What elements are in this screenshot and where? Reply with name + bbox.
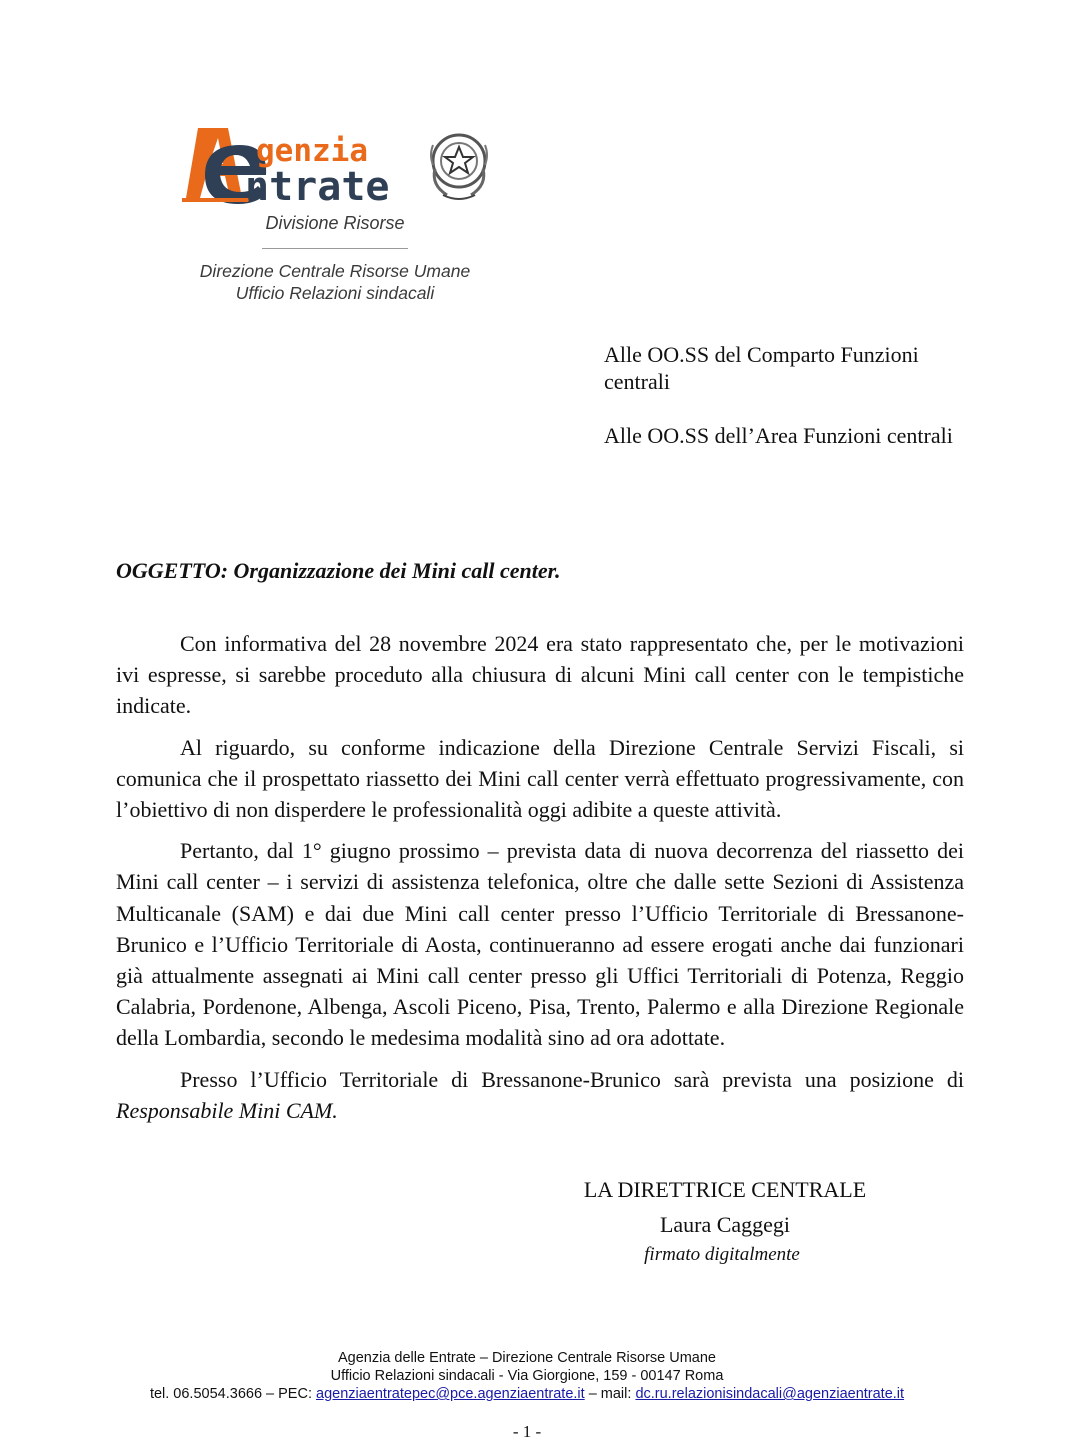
paragraph-4-text: Presso l’Ufficio Territoriale di Bressanone-Brunico sarà prevista una posizione di <box>180 1066 964 1092</box>
paragraph-1: Con informativa del 28 novembre 2024 era stato rappresentato che, per le motivazioni ivi espresse, si sarebbe proceduto alla chiusura di alcuni Mini call center con le tempistiche indicate. <box>116 631 964 719</box>
page-footer <box>0 1349 1054 1403</box>
header-divider <box>262 248 408 249</box>
recipient-1: Alle OO.SS del Comparto Funzioni centrali <box>604 342 919 394</box>
italian-emblem-icon <box>425 125 493 203</box>
logo-word-genzia: genzia <box>256 133 368 169</box>
paragraph-4 <box>116 1064 964 1126</box>
letter-body <box>116 628 964 1126</box>
paragraph-3: Pertanto, dal 1° giugno prossimo – prevista data di nuova decorrenza del riassetto dei Mini call center – i servizi di assistenza telefonica, oltre che dalle sette Sezioni di Assistenza Multicanale (SAM) e dai due Mini call center presso l’Ufficio Territoriale di Bressanone-Brunico e l’Ufficio Territoriale di Aosta, continueranno ad essere erogati anche dai funzionari già attualmente assegnati ai Mini call center presso gli Uffici Territoriali di Potenza, Reggio Calabria, Pordenone, Albenga, Ascoli Piceno, Pisa, Trento, Palermo e alla Direzione Regionale della Lombardia, secondo le medesima modalità sino ad ora adottate. <box>116 838 964 1051</box>
recipients-block <box>604 341 974 476</box>
signature-title: LA DIRETTRICE CENTRALE <box>583 1177 867 1202</box>
footer-line-2: Ufficio Relazioni sindacali - Via Giorgione, 159 - 00147 Roma <box>330 1368 724 1384</box>
recipient-2: Alle OO.SS dell’Area Funzioni centrali <box>604 423 953 448</box>
paragraph-2: Al riguardo, su conforme indicazione della Direzione Centrale Servizi Fiscali, si comunica che il prospettato riassetto dei Mini call center verrà effettuato progressivamente, con l’obiettivo di non disperdere le professionalità oggi adibite a queste attività. <box>116 734 964 823</box>
dept-line-1: Direzione Centrale Risorse Umane <box>199 261 471 281</box>
department-block <box>170 260 500 304</box>
paragraph-4-italic: Responsabile Mini CAM. <box>116 1097 338 1123</box>
footer-contact-line <box>0 1385 1054 1403</box>
logo-word-ntrate: ntrate <box>245 164 390 210</box>
signature-name: Laura Caggegi <box>659 1212 791 1237</box>
dept-line-2: Ufficio Relazioni sindacali <box>235 283 435 303</box>
pec-email-link[interactable]: agenziaentratepec@pce.agenziaentrate.it <box>316 1386 585 1402</box>
mail-email-link[interactable]: dc.ru.relazionisindacali@agenziaentrate.it <box>635 1386 905 1402</box>
division-label: Divisione Risorse <box>265 213 405 233</box>
footer-mail-prefix: – mail: <box>584 1386 636 1402</box>
signature-note: firmato digitalmente <box>644 1244 800 1265</box>
footer-tel: tel. 06.5054.3666 – PEC: <box>149 1386 317 1402</box>
page-number: - 1 - <box>512 1422 542 1441</box>
subject-line: OGGETTO: Organizzazione dei Mini call center. <box>116 558 561 583</box>
footer-line-1: Agenzia delle Entrate – Direzione Centrale Risorse Umane <box>338 1350 716 1366</box>
